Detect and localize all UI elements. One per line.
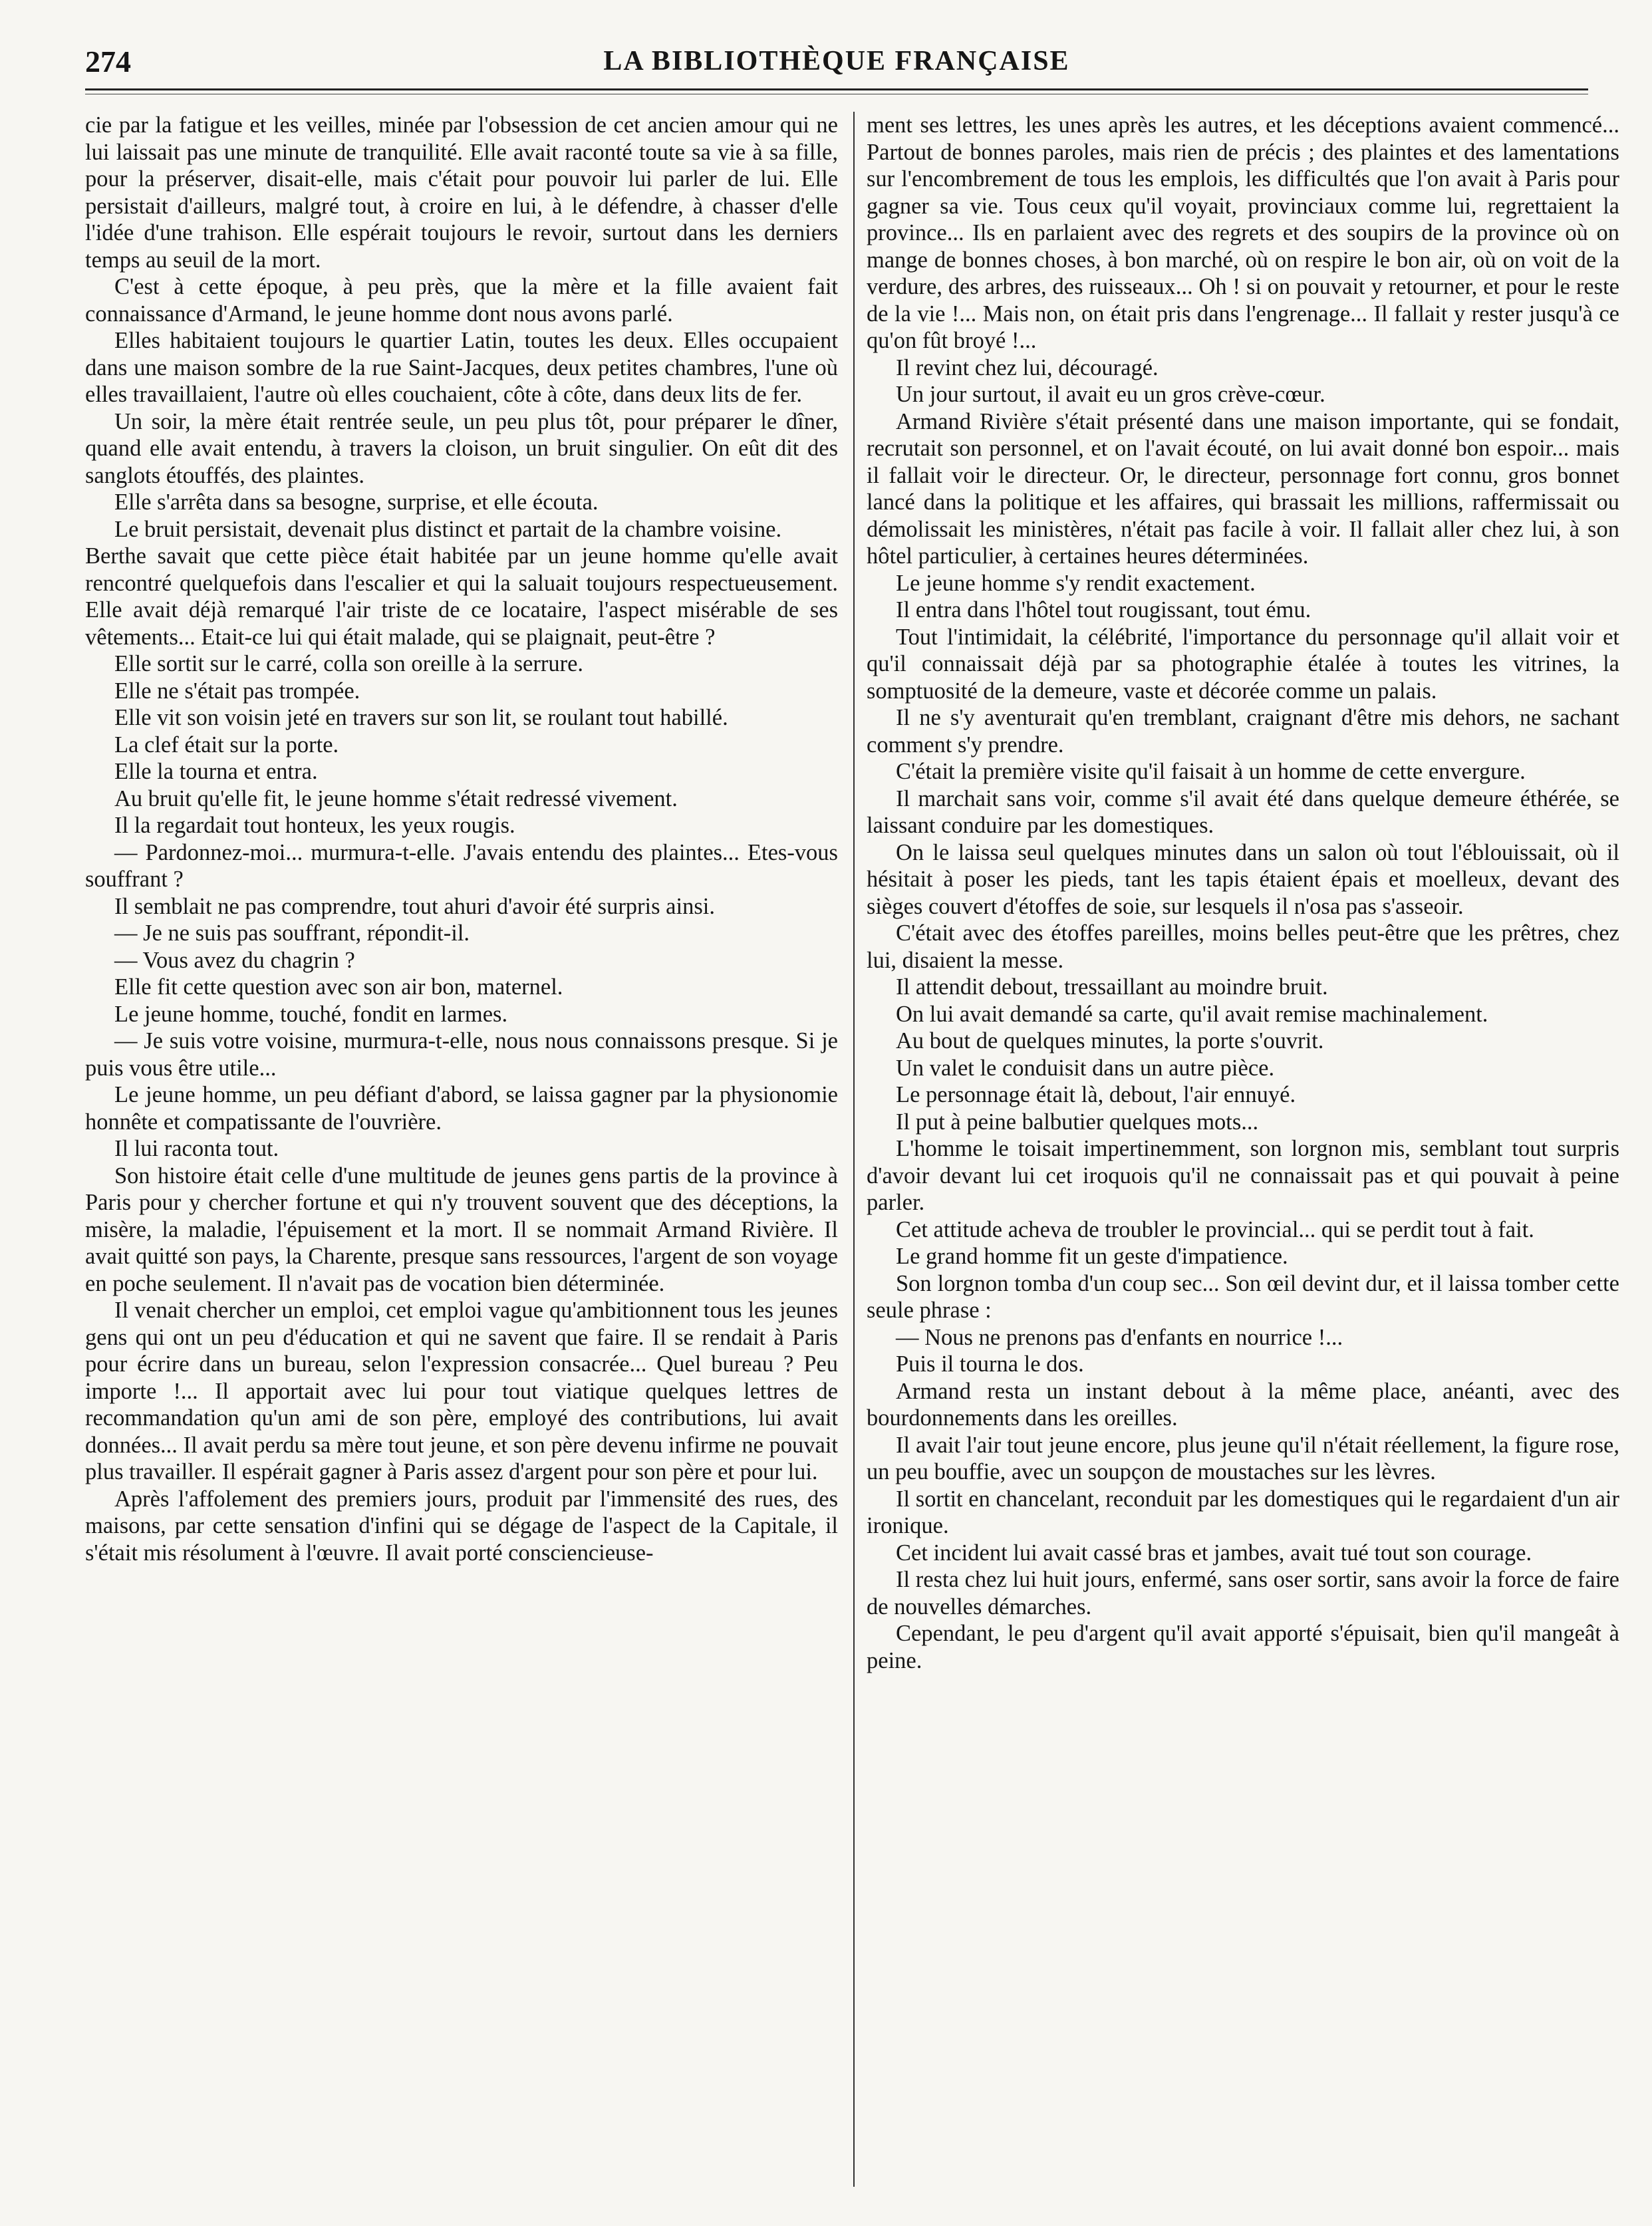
paragraph: cie par la fatigue et les veilles, minée par l'obsession de cet ancien amour qui ne lui laissait pas une minute de tranquilité. Elle avait raconté toute sa vie à sa fille, pour la préserver, disait-elle, mais c'était pour pouvoir lui parler de lui. Elle persistait d'ailleurs, malgré tout, à croire en lui, à le défendre, à chasser d'elle l'idée d'une trahison. Elle espérait toujours le revoir, surtout dans les derniers temps au seuil de la mort. — [85, 112, 838, 273]
paragraph: Cet incident lui avait cassé bras et jambes, avait tué tout son courage. — [896, 1540, 1532, 1566]
paragraph: Il avait l'air tout jeune encore, plus jeune qu'il n'était réellement, la figure rose, un peu bouffie, avec un soupçon de moustaches sur les lèvres. — [867, 1432, 1619, 1484]
paragraph: Elle sortit sur le carré, colla son oreille à la serrure. — [114, 651, 584, 676]
paragraph: Au bout de quelques minutes, la porte s'ouvrit. — [896, 1028, 1324, 1053]
paragraph: Cependant, le peu d'argent qu'il avait apporté s'épuisait, bien qu'il mangeât à peine. — [867, 1621, 1619, 1673]
running-title: LA BIBLIOTHÈQUE FRANÇAISE — [603, 46, 1070, 76]
paragraph: Le personnage était là, debout, l'air ennuyé. — [896, 1082, 1296, 1107]
paragraph: Le bruit persistait, devenait plus distinct et partait de la chambre voisine. — [114, 516, 782, 542]
paragraph: Elle ne s'était pas trompée. — [114, 678, 360, 704]
paragraph: Il ne s'y aventurait qu'en tremblant, craignant d'être mis dehors, ne sachant comment s'y prendre. — [867, 705, 1619, 758]
paragraph: On lui avait demandé sa carte, qu'il avait remise machinalement. — [896, 1001, 1488, 1027]
paragraph: ment ses lettres, les unes après les autres, et les déceptions avaient commencé... Partout de bonnes paroles, mais rien de précis ; des plaintes et des lamentations sur l'encombrement de tous les emplois, les difficultés que l'on avait à Paris pour gagner sa vie. Tous ceux qu'il voyait, provinciaux comme lui, regrettaient la province... Ils en parlaient avec des regrets et des soupirs de la province où on mange de bonnes choses, à bon marché, où on respire le bon air, où on voit de la verdure, des arbres, des ruisseaux... Oh ! si on pouvait y retourner, et pour le reste de la vie !... Mais non, on était pris dans l'engrenage... Il fallait y rester jusqu'à ce qu'on fût broyé !... — [867, 112, 1619, 353]
paragraph: Elles habitaient toujours le quartier Latin, toutes les deux. Elles occupaient dans une maison sombre de la rue Saint-Jacques, deux petites chambres, l'une où elles travaillaient, l'autre où elles couchaient, côte à côte, dans deux lits de fer. — [85, 328, 838, 407]
paragraph: Il revint chez lui, découragé. — [896, 354, 1159, 380]
paragraph: Après l'affolement des premiers jours, produit par l'immensité des rues, des maisons, par cette sensation d'infini qui se dégage de l'aspect de la Capitale, il s'était mis résolument à l'œuvre. Il avait porté consciencieuse- — [85, 1486, 838, 1566]
paragraph: On le laissa seul quelques minutes dans un salon où tout l'éblouissait, où il hésitait à poser les pieds, tant les tapis étaient épais et moelleux, devant des sièges couvert d'étoffes de soie, sur lesquels il n'osa pas s'asseoir. — [867, 839, 1619, 919]
paragraph: Le jeune homme, un peu défiant d'abord, se laissa gagner par la physionomie honnête et compatissante de l'ouvrière. — [85, 1082, 838, 1135]
paragraph: Tout l'intimidait, la célébrité, l'importance du personnage qu'il allait voir et qu'il connaissait déjà par sa photographie étalée à toutes les vitrines, la somptuosité de la demeure, vaste et décorée comme un palais. — [867, 624, 1619, 704]
paragraph: Le jeune homme, touché, fondit en larmes. — [114, 1001, 508, 1027]
paragraph: Un valet le conduisit dans un autre pièce. — [896, 1055, 1275, 1081]
paragraph: Puis il tourna le dos. — [896, 1351, 1084, 1377]
paragraph: C'est à cette époque, à peu près, que la mère et la fille avaient fait connaissance d'Armand, le jeune homme dont nous avons parlé. — [85, 274, 838, 327]
paragraph: Le grand homme fit un geste d'impatience. — [896, 1244, 1288, 1269]
paragraph: C'était la première visite qu'il faisait à un homme de cette envergure. — [896, 759, 1526, 784]
paragraph: Armand Rivière s'était présenté dans une maison importante, qui se fondait, recrutait son personnel, et on l'avait écouté, on lui avait donné bon espoir... mais il fallait voir le directeur. Or, le directeur, personnage fort connu, gros bonnet lancé dans la politique et les affaires, qui brassait les millions, raffermissait ou démolissait les ministères, n'était pas facile à voir. Il fallait aller chez lui, à son hôtel particulier, à certaines heures déterminées. — [867, 408, 1619, 569]
paragraph: — Vous avez du chagrin ? — [114, 947, 355, 973]
paragraph: Berthe savait que cette pièce était habitée par un jeune homme qu'elle avait rencontré quelquefois dans l'escalier et qui la saluait toujours respectueusement. Elle avait déjà remarqué l'air triste de ce locataire, l'aspect misérable de ses vêtements... Etait-ce lui qui était malade, qui se plaignait, peut-être ? — [85, 543, 838, 650]
paragraph: Son histoire était celle d'une multitude de jeunes gens partis de la province à Paris pour y chercher fortune et qui n'y trouvent souvent que des déceptions, la misère, la maladie, l'épuisement et la mort. Il se nommait Armand Rivière. Il avait quitté son pays, la Charente, presque sans ressources, l'argent de son voyage en poche seulement. Il n'avait pas de vocation bien déterminée. — [85, 1163, 838, 1296]
paragraph: Le jeune homme s'y rendit exactement. — [896, 570, 1256, 596]
paragraph: Il resta chez lui huit jours, enfermé, sans oser sortir, sans avoir la force de faire de nouvelles démarches. — [867, 1567, 1619, 1619]
paragraph: Un jour surtout, il avait eu un gros crève-cœur. — [896, 382, 1325, 407]
column-divider — [853, 112, 855, 2187]
paragraph: Il la regardait tout honteux, les yeux rougis. — [114, 813, 515, 838]
paragraph: Il entra dans l'hôtel tout rougissant, tout ému. — [896, 597, 1311, 623]
paragraph: Au bruit qu'elle fit, le jeune homme s'était redressé vivement. — [114, 785, 678, 811]
paragraph: Armand resta un instant debout à la même place, anéanti, avec des bourdonnements dans les oreilles. — [867, 1378, 1619, 1431]
paragraph: Il put à peine balbutier quelques mots... — [896, 1109, 1259, 1135]
right-column — [867, 112, 1619, 1674]
paragraph: L'homme le toisait impertinemment, son lorgnon mis, semblant tout surpris d'avoir devant lui cet iroquois qu'il ne connaissait pas et qui pouvait à peine parler. — [867, 1136, 1619, 1215]
paragraph: — Je ne suis pas souffrant, répondit-il. — [114, 920, 470, 946]
paragraph: Il sortit en chancelant, reconduit par les domestiques qui le regardaient d'un air ironique. — [867, 1486, 1619, 1538]
page-header — [85, 40, 1588, 100]
paragraph: Un soir, la mère était rentrée seule, un peu plus tôt, pour préparer le dîner, quand elle avait entendu, à travers la cloison, un bruit singulier. On eût dit des sanglots étouffés, des plaintes. — [85, 408, 838, 488]
page-number: 274 — [85, 45, 131, 78]
left-column — [85, 112, 838, 1566]
paragraph: C'était avec des étoffes pareilles, moins belles peut-être que les prêtres, chez lui, disaient la messe. — [867, 920, 1619, 973]
paragraph: Elle s'arrêta dans sa besogne, surprise, et elle écouta. — [114, 489, 599, 515]
paragraph: Cet attitude acheva de troubler le provincial... qui se perdit tout à fait. — [896, 1216, 1534, 1242]
header-rule — [85, 88, 1588, 90]
paragraph: — Pardonnez-moi... murmura-t-elle. J'avais entendu des plaintes... Etes-vous souffrant ? — [85, 839, 838, 892]
paragraph: Il semblait ne pas comprendre, tout ahuri d'avoir été surpris ainsi. — [114, 893, 715, 919]
paragraph: — Nous ne prenons pas d'enfants en nourrice !... — [896, 1324, 1343, 1350]
paragraph: Elle fit cette question avec son air bon, maternel. — [114, 974, 563, 1000]
paragraph: — Je suis votre voisine, murmura-t-elle, nous nous connaissons presque. Si je puis vous être utile... — [85, 1028, 838, 1081]
paragraph: Son lorgnon tomba d'un coup sec... Son œil devint dur, et il laissa tomber cette seule phrase : — [867, 1270, 1619, 1323]
paragraph: Elle la tourna et entra. — [114, 759, 318, 784]
paragraph: Il marchait sans voir, comme s'il avait été dans quelque demeure éthérée, se laissant conduire par les domestiques. — [867, 785, 1619, 838]
paragraph: Il lui raconta tout. — [114, 1136, 279, 1161]
paragraph: La clef était sur la porte. — [114, 732, 339, 758]
paragraph: Elle vit son voisin jeté en travers sur son lit, se roulant tout habillé. — [114, 705, 728, 730]
paragraph: Il attendit debout, tressaillant au moindre bruit. — [896, 974, 1328, 1000]
paragraph: Il venait chercher un emploi, cet emploi vague qu'ambitionnent tous les jeunes gens qui ont un peu d'éducation et qui ne savent que faire. Il se rendait à Paris pour écrire dans un bureau, selon l'expression consacrée... Quel bureau ? Peu importe !... Il apportait avec lui pour tout viatique quelques lettres de recommandation qu'un ami de son père, employé des contributions, lui avait données... Il avait perdu sa mère tout jeune, et son père devenu infirme ne pouvait plus travailler. Il espérait gagner à Paris assez d'argent pour son père et pour lui. — [85, 1298, 838, 1484]
